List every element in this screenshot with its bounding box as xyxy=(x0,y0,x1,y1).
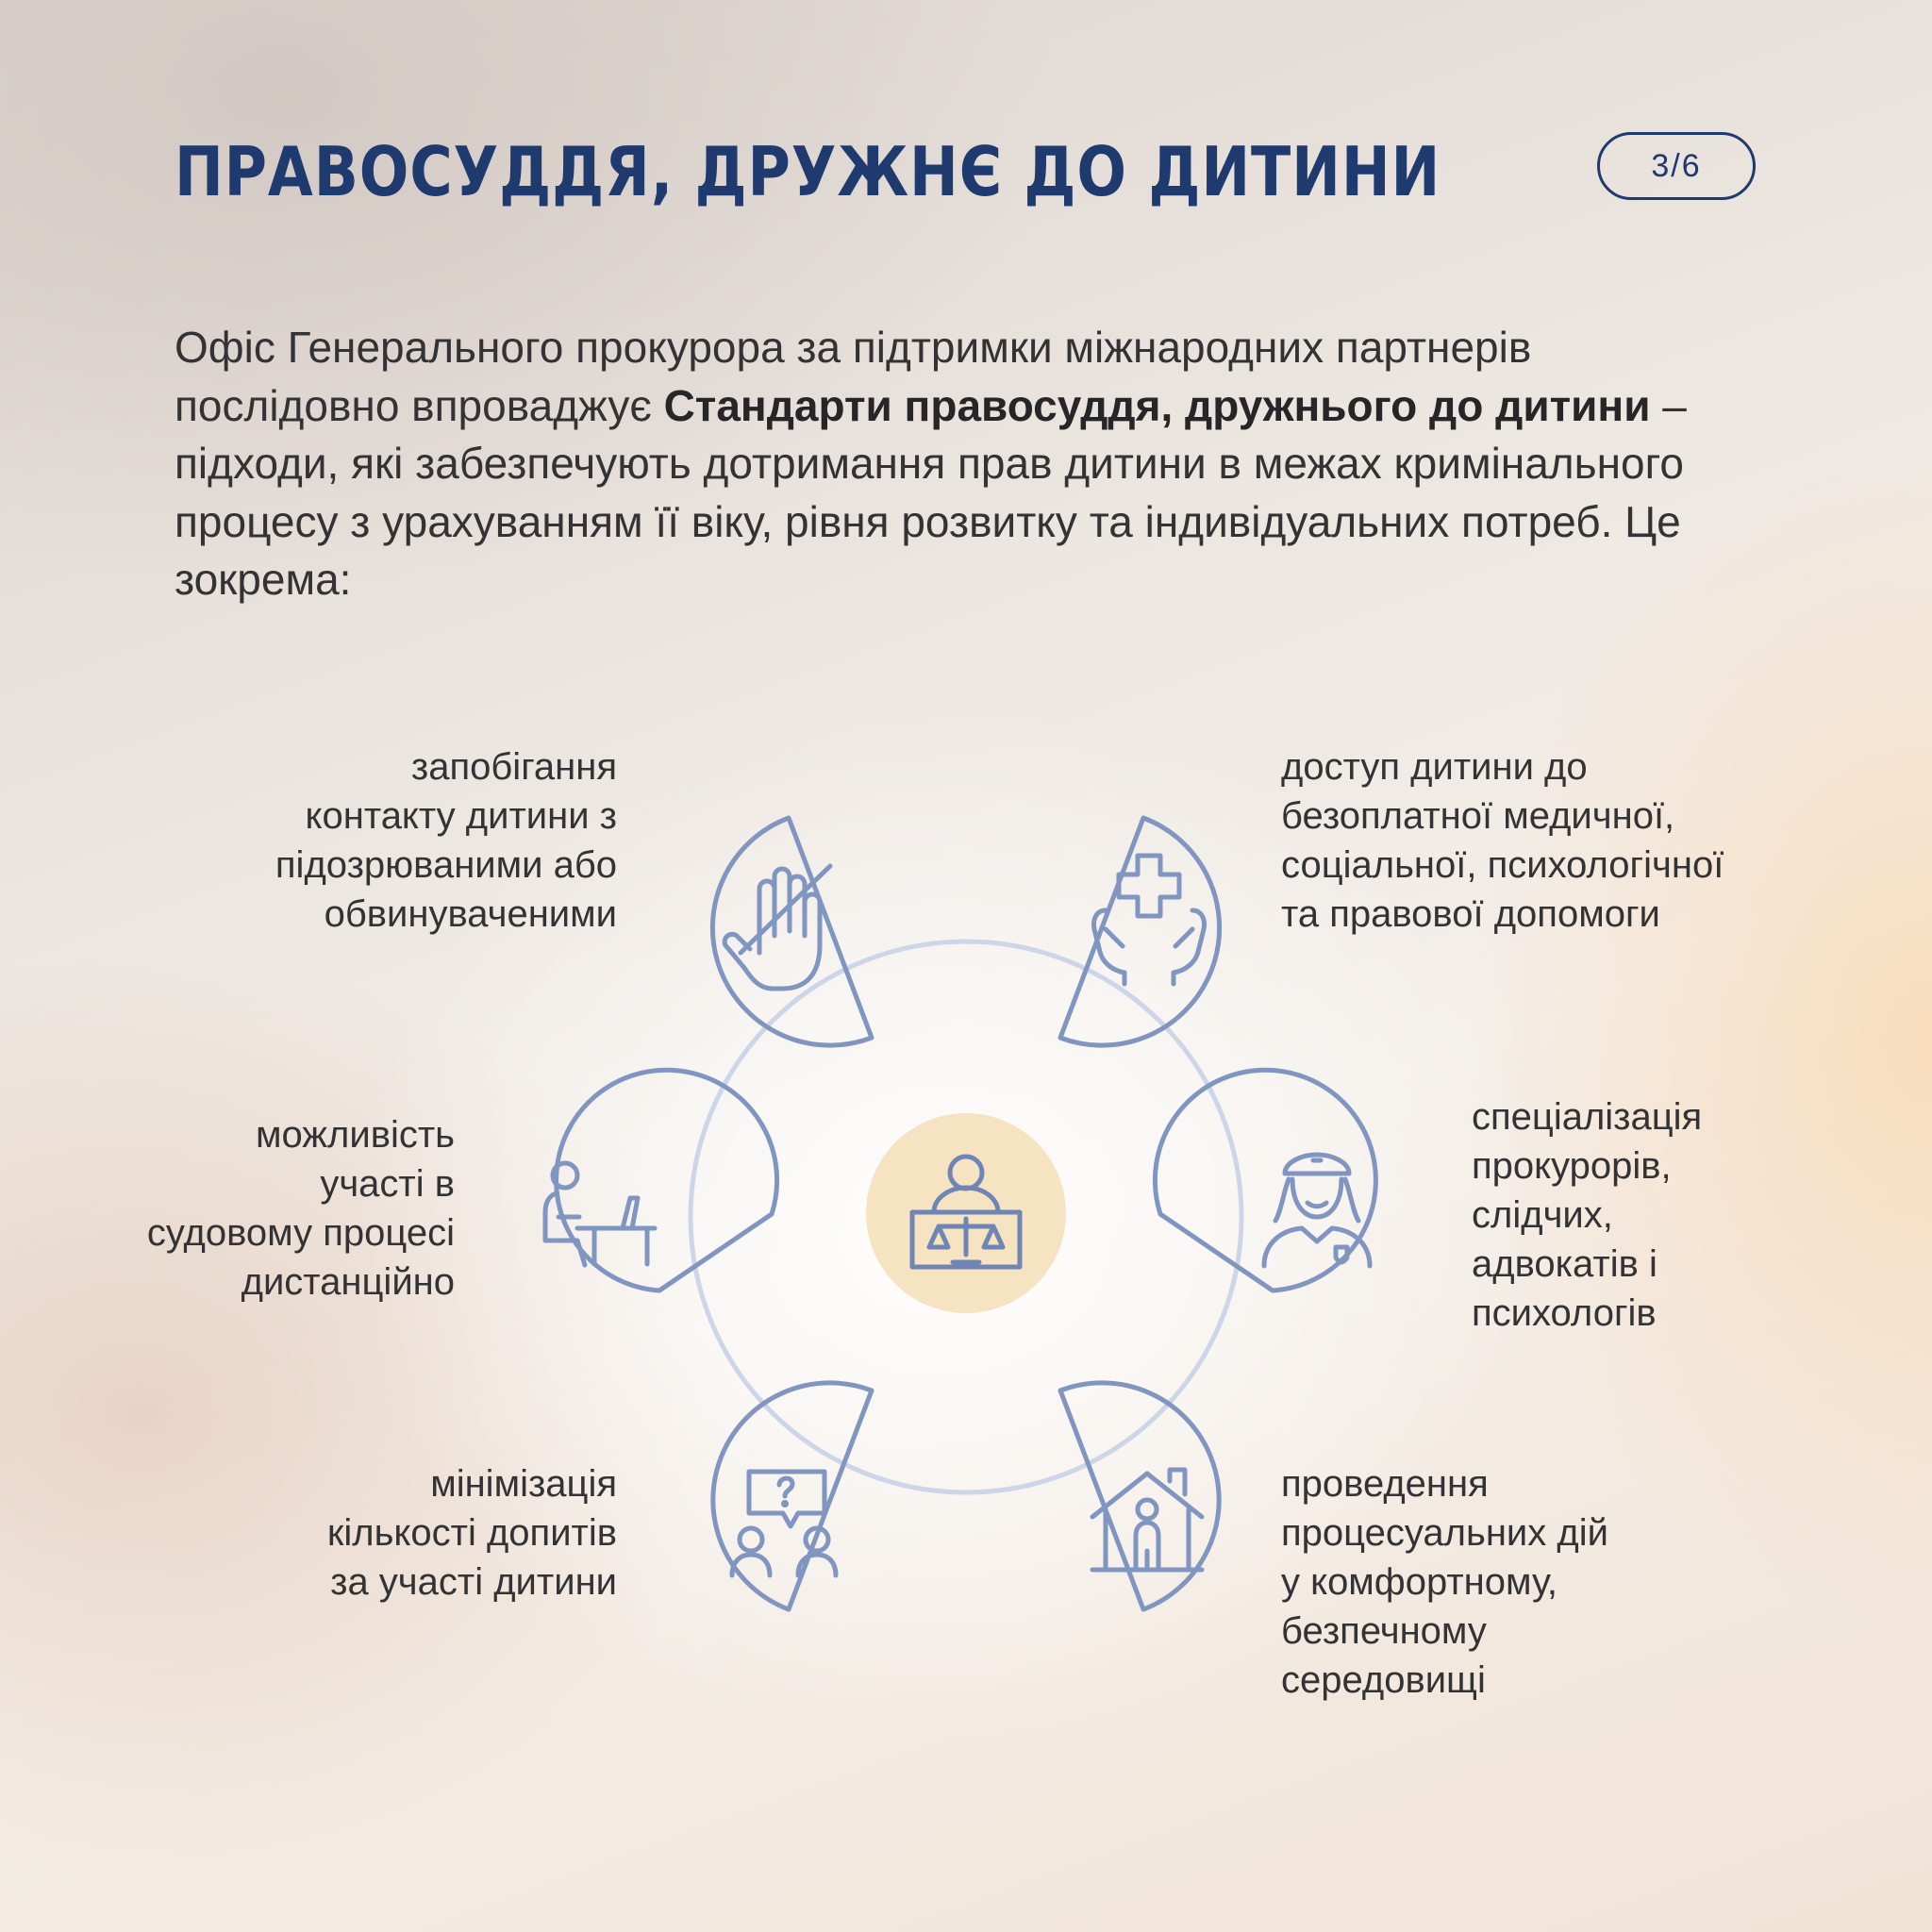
intro-bold-standards: Стандарти правосуддя, дружнього до дитини xyxy=(663,380,1651,430)
intro-text-after: – підходи, які забезпечують дотримання прав дитини в межах кримінального процесу з урахуванням її віку, рівня розвитку та індивідуальних потреб. Це зокрема: xyxy=(175,380,1687,604)
label-no-contact: запобігання контакту дитини з підозрюваними або обвинуваченими xyxy=(275,746,617,935)
label-free-help: доступ дитини до безоплатної медичної, соціальної, психологічної та правової допомоги xyxy=(1281,746,1724,935)
drop-middle-left xyxy=(545,1070,777,1291)
drop-bottom-right xyxy=(1060,1383,1219,1609)
drop-middle-right xyxy=(1155,1070,1375,1291)
intro-text-before: Офіс Генерального прокурора за підтримки міжнародних партнерів послідовно впроваджує xyxy=(175,323,1532,430)
drop-top-left xyxy=(712,818,872,1045)
drop-bottom-left xyxy=(713,1383,872,1609)
center-node xyxy=(866,1113,1066,1313)
medical-help-hands-icon xyxy=(1094,856,1205,984)
label-specialization: спеціалізація прокурорів, слідчих, адвокатів і психологів xyxy=(1472,1096,1703,1334)
page-title: ПРАВОСУДДЯ, ДРУЖНЄ ДО ДИТИНИ xyxy=(175,132,1441,211)
drop-top-right xyxy=(1060,818,1220,1045)
label-minimize-interrogations: мінімізація кількості допитів за участі дитини xyxy=(326,1463,617,1603)
label-remote-participation: можливість участі в судовому процесі дистанційно xyxy=(146,1114,455,1303)
page-indicator: 3/6 xyxy=(1597,132,1756,200)
label-safe-environment: проведення процесуальних дій у комфортному, безпечному середовищі xyxy=(1281,1463,1608,1701)
no-contact-hand-icon xyxy=(724,866,830,989)
